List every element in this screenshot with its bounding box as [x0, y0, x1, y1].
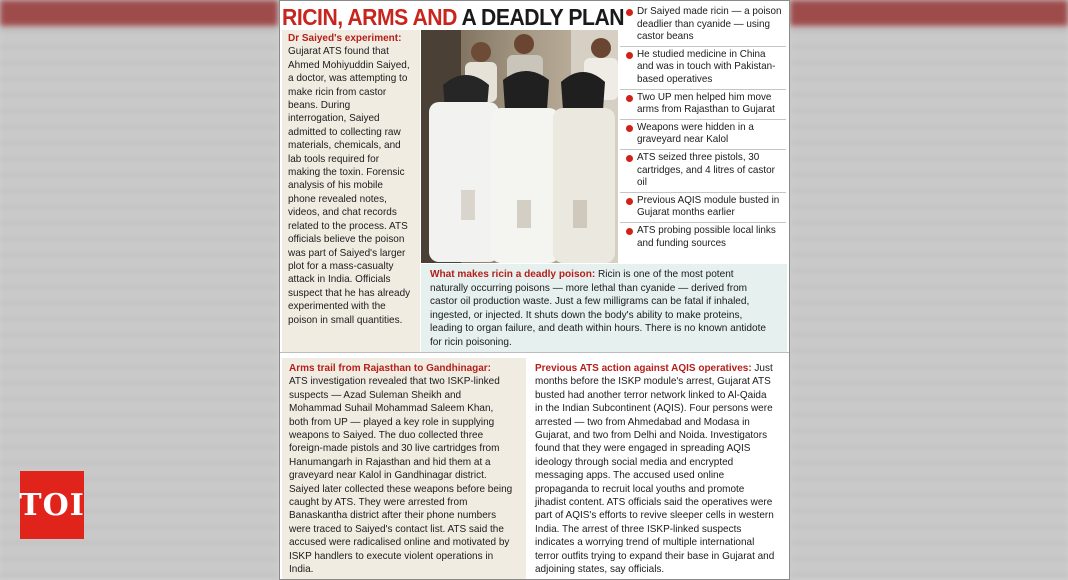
experiment-heading: Dr Saiyed's experiment:: [288, 33, 402, 44]
ricin-text: [430, 268, 770, 350]
key-point: [620, 193, 786, 223]
key-point: [620, 120, 786, 150]
aqis-text: [535, 362, 775, 577]
arms-body: ATS investigation revealed that two ISKP-linked suspects — Azad Suleman Sheikh and Mohammad Suhail Mohammad Saleem Khan, both from UP — played a key role in supplying weapons to Saiyed. The duo collected three foreign-made pistols and 30 live cartridges from Hanumangarh in Rajasthan and hid them at a graveyard near Kalol in Gandhinagar district. Saiyed later collected these weapons before being caught by ATS. They were arrested from Banaskantha district after their phone numbers were traced to Saiyed's contact list. ATS said the accused were radicalised online and motivated by ISKP handlers to execute violent operations in India.: [289, 376, 513, 576]
key-point-text: Two UP men helped him move arms from Rajasthan to Gujarat: [637, 91, 775, 116]
bullet-dot-icon: [626, 125, 633, 132]
key-point: [620, 150, 786, 193]
headline-part-1: RICIN, ARMS AND: [282, 4, 462, 30]
ricin-explainer-panel: [421, 264, 787, 352]
key-point-text: Previous AQIS module busted in Gujarat months earlier: [637, 194, 780, 219]
key-point: [620, 47, 786, 90]
aqis-action-panel: [528, 358, 787, 579]
key-point: [620, 4, 786, 47]
bullet-dot-icon: [626, 155, 633, 162]
blurred-background-bar: [0, 0, 278, 26]
bullet-dot-icon: [626, 228, 633, 235]
headline: [282, 4, 625, 30]
experiment-panel: [282, 30, 420, 352]
bullet-dot-icon: [626, 9, 633, 16]
aqis-body: Just months before the ISKP module's arrest, Gujarat ATS busted had another terror network linked to Al-Qaida in the Indian Subcontinent (AQIS). Four persons were arrested — two from Ahmedabad and Modasa in Gujarat, and two from Delhi and Noida. Investigators found that they were engaged in spreading AQIS ideology through social media and encrypted messaging apps. The accused used online propaganda to recruit local youths and promote jihadist content. ATS officials said the operatives were part of AQIS's efforts to revive sleeper cells in western India. The arrest of three ISKP-linked suspects indicates a worrying trend of multiple international terror outfits trying to expand their base in Gujarat and adjoining states, say officials.: [535, 363, 775, 576]
ricin-body: Ricin is one of the most potent naturally occurring poisons — more lethal than cyanide — derived from castor oil production waste. Just a few milligrams can be fatal if inhaled, ingested, or injected. It shuts down the body's ability to make proteins, leading to organ failure, and death within hours. There is no known antidote for ricin poisoning.: [430, 269, 767, 348]
key-points-list: [620, 4, 786, 262]
bullet-dot-icon: [626, 95, 633, 102]
key-point-text: ATS seized three pistols, 30 cartridges, and 4 litres of castor oil: [637, 151, 775, 189]
key-point: [620, 90, 786, 120]
headline-part-2: A DEADLY PLAN: [461, 4, 625, 30]
arms-trail-panel: [282, 358, 526, 579]
news-graphic-card: [279, 0, 790, 580]
toi-logo: TOI: [20, 471, 84, 539]
key-point-text: ATS probing possible local links and funding sources: [637, 224, 776, 249]
arms-text: [289, 362, 514, 577]
key-point-text: Weapons were hidden in a graveyard near Kalol: [637, 121, 754, 146]
blurred-background-right: [790, 0, 1068, 580]
suspects-photo-illustration: [421, 30, 618, 263]
aqis-heading: Previous ATS action against AQIS operatives:: [535, 363, 752, 374]
ricin-heading: What makes ricin a deadly poison:: [430, 269, 596, 280]
key-point-text: Dr Saiyed made ricin — a poison deadlier than cyanide — using castor beans: [637, 6, 782, 43]
experiment-text: [288, 32, 411, 327]
suspects-photo: [421, 30, 618, 263]
arms-heading: Arms trail from Rajasthan to Gandhinagar:: [289, 363, 492, 374]
key-point-text: He studied medicine in China and was in touch with Pakistan-based operatives: [637, 48, 776, 85]
blurred-background-bar: [790, 0, 1068, 26]
key-point: [620, 223, 786, 252]
bullet-dot-icon: [626, 198, 633, 205]
bullet-dot-icon: [626, 52, 633, 59]
experiment-body: Gujarat ATS found that Ahmed Mohiyuddin Saiyed, a doctor, was attempting to make ricin from castor beans. During interrogation, Saiyed admitted to collecting raw materials, chemicals, and lab tools required for making the toxin. Forensic analysis of his mobile phone revealed notes, videos, and chat records related to the process. ATS officials believe the poison was part of Saiyed's larger plot for a mass-casualty attack in India. Officials suspect that he has already experimented with the poison in small quantities.: [288, 46, 411, 326]
